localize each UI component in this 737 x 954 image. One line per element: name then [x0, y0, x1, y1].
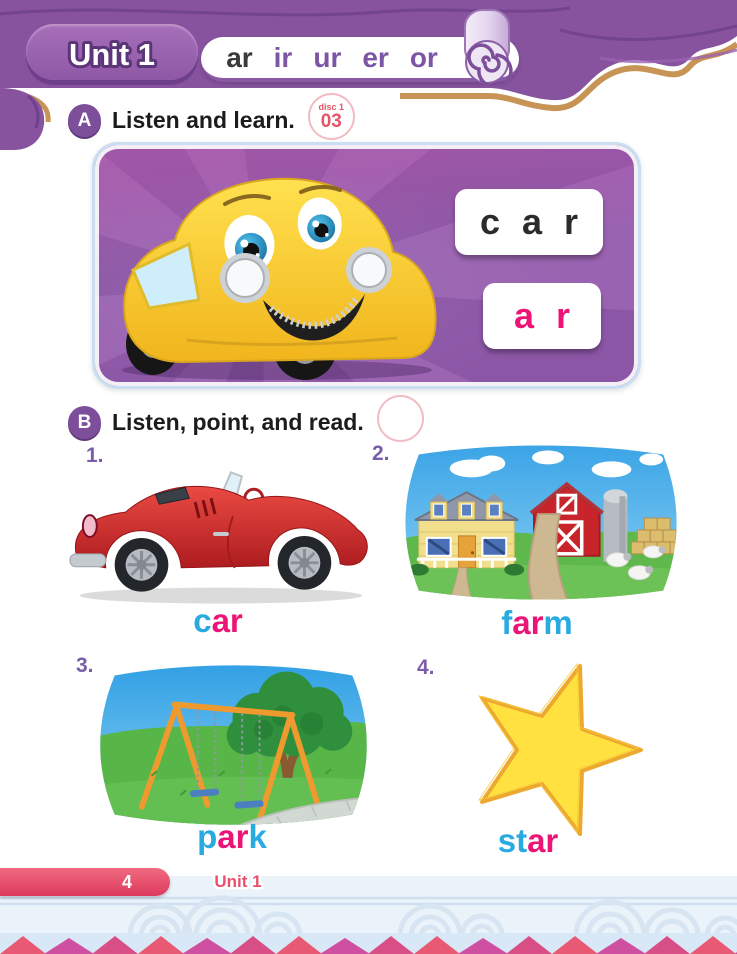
item-4-number: 4.	[417, 656, 435, 679]
word-part: m	[543, 604, 573, 641]
sound-card: a r	[483, 283, 601, 349]
word-part: c	[193, 602, 212, 639]
footer-unit-label	[178, 866, 298, 896]
farm-illustration	[397, 440, 685, 606]
sound-er: er	[362, 41, 389, 73]
word-part-ar: ar	[217, 818, 249, 855]
word-part: f	[501, 604, 513, 641]
word-part-ar: ar	[512, 604, 544, 641]
star-illustration	[448, 658, 666, 842]
sound-or: or	[409, 41, 438, 73]
item-3-number: 3.	[76, 654, 94, 677]
item-2-word	[447, 604, 627, 642]
disc-badge-04	[377, 395, 424, 442]
page-number: 4	[121, 871, 132, 892]
unit-badge	[26, 24, 198, 80]
item-2-number: 2.	[372, 442, 390, 465]
disc-track: 03	[320, 110, 342, 132]
sound-ur: ur	[313, 41, 342, 73]
disc-badge-03	[308, 93, 355, 140]
word-part-ar: ar	[527, 822, 559, 859]
yellow-car-illustration	[97, 148, 449, 386]
section-b-instruction: Listen, point, and read.	[112, 409, 364, 435]
word-part: st	[497, 822, 528, 859]
word-part-ar: ar	[211, 602, 243, 639]
item-1-number: 1.	[86, 444, 104, 467]
disc-label: disc 1	[318, 101, 345, 112]
section-b-letter: B	[68, 406, 101, 439]
word-part: p	[197, 818, 218, 855]
section-a-instruction: Listen and learn.	[112, 107, 295, 133]
scroll-icon	[452, 6, 524, 86]
red-car-illustration	[64, 458, 372, 608]
park-illustration	[93, 660, 374, 830]
unit-badge-label: Unit 1	[68, 37, 156, 72]
item-1-word	[128, 602, 308, 640]
listen-learn-panel	[92, 142, 641, 389]
item-3-word	[142, 818, 322, 856]
sound-ir: ir	[273, 41, 293, 73]
section-a-header	[68, 101, 355, 140]
footer-unit-text: Unit 1	[214, 872, 262, 891]
page-number-tab	[0, 868, 170, 896]
section-b-header	[68, 403, 424, 442]
word-card: c a r	[455, 189, 603, 255]
item-4-word	[438, 822, 618, 860]
bottom-zigzag-border	[0, 933, 737, 954]
word-part: k	[248, 818, 267, 855]
sound-ar: ar	[226, 41, 253, 73]
section-a-letter: A	[68, 104, 101, 137]
